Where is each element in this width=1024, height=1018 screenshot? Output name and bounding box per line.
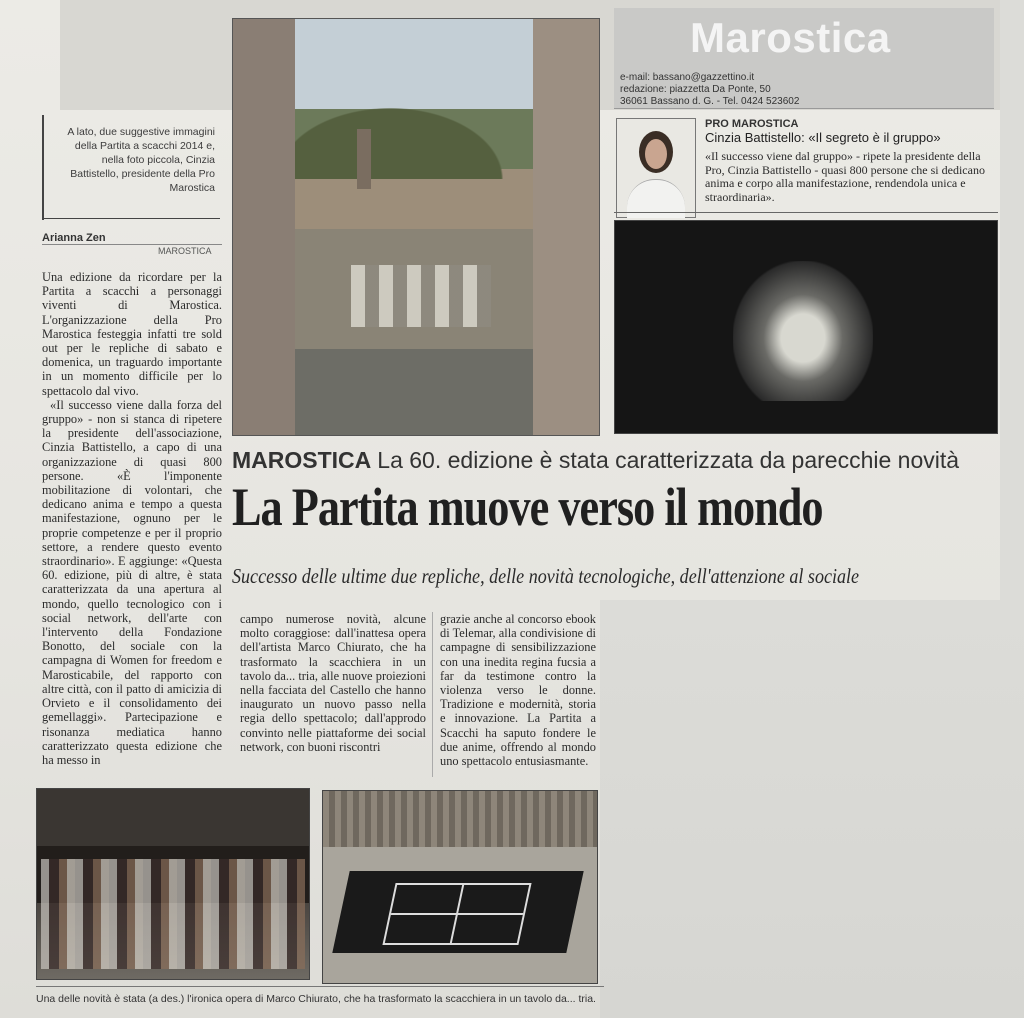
byline-author: Arianna Zen [42, 232, 106, 244]
bottom-caption: Una delle novità è stata (a des.) l'ironica opera di Marco Chiurato, che ha trasformato la scacchiera in un tavolo da... tria. [36, 993, 596, 1005]
caption-rule [42, 115, 44, 220]
headline-kicker [232, 447, 959, 474]
tower-shape [357, 129, 371, 189]
portrait-face [645, 139, 667, 169]
sidebar-title: Cinzia Battistello: «Il segreto è il gruppo» [705, 130, 941, 145]
contact-address: redazione: piazzetta Da Ponte, 50 [620, 84, 771, 95]
sidebar-rule [614, 212, 998, 213]
hill-shape [295, 89, 533, 179]
chessboard-shape [351, 265, 491, 327]
byline-rule [42, 244, 222, 245]
article-column-1 [42, 270, 222, 767]
byline-location: MAROSTICA [158, 246, 212, 256]
photo-caption-top: A lato, due suggestive immagini della Partita a scacchi 2014 e, nella foto piccola, Cinzia Battistello, presidente della Pro Marostica [67, 126, 215, 194]
sidebar-kicker: PRO MAROSTICA [705, 118, 799, 130]
article-column-2 [240, 612, 426, 754]
tria-grid-shape [382, 883, 531, 945]
column-separator [432, 612, 433, 777]
stands-shape [323, 791, 597, 847]
article-paragraph: campo numerose novità, alcune molto coraggiose: dall'inattesa opera dell'artista Marco Chiurato, che ha trasformato la scacchiera in un tavolo da... tria, alle nuove proiezioni nella facciata del Castello che hanno inaugurato un nuovo passo nella regia dello spettacolo; dall'approdo convinto nelle piattaforme dei social network, con buoni riscontri [240, 612, 426, 754]
article-column-3 [440, 612, 596, 768]
headline-title: La Partita muove verso il mondo [232, 477, 823, 537]
article-paragraph: Una edizione da ricordare per la Partita a scacchi a personaggi viventi di Marostica. L'organizzazione della Pro Marostica festeggia infatti tre sold out per le repliche di sabato e domenica, un traguardo importante in un momento difficile per lo spettacolo dal vivo. [42, 270, 222, 398]
tria-board-photo [322, 790, 598, 984]
costumed-figures-shape [41, 859, 305, 969]
parade-photo [36, 788, 310, 980]
bottom-rule [36, 986, 604, 987]
kicker-text: La 60. edizione è stata caratterizzata da parecchie novità [377, 447, 960, 473]
contact-city-phone: 36061 Bassano d. G. - Tel. 0424 523602 [620, 96, 800, 107]
article-paragraph: «Il successo viene dalla forza del gruppo» - non si stanca di ripetere la presidente dell'associazione, Cinzia Battistello, a capo di una organizzazione di quasi 800 persone. «È l'imponente mobilitazione di volontari, che dedicano anima e tempo a questa manifestazione, ognuno per le proprie competenze e per il proprio settore, a rendere questo evento straordinario». E aggiunge: «Questa 60. edizione, più di altre, è stata caratterizzata da una apertura al mondo, quello tecnologico con i social network, dell'arte con l'intervento della Fondazione Bonotto, del sociale con la campagna di Women for freedom e Marosticabile, del rapporto con altre città, con il patto di amicizia di Orvieto e il consolidamento dei gemellaggi». Partecipazione e risonanza mediatica hanno caratterizzato questa edizione che ha messo in [42, 397, 222, 767]
headline-subtitle: Successo delle ultime due repliche, delle novità tecnologiche, dell'attenzione al sociale [232, 564, 860, 588]
contact-email: e-mail: bassano@gazzettino.it [620, 72, 755, 83]
castle-square-photo [232, 18, 600, 436]
sidebar-text: «Il successo viene dal gruppo» - ripete la presidente della Pro, Cinzia Battistello - quasi 800 persone che si dedicano anima e corpo alla manifestazione, rendendola unica e straordinaria». [705, 149, 985, 204]
night-arena-photo [614, 220, 998, 434]
article-paragraph: grazie anche al concorso ebook di Telemar, alla condivisione di campagne di sensibilizzazione con una inedita regina fucsia a far da testimone contro la violenza verso le donne. Tradizione e modernità, storia e innovazione. La Partita a Scacchi ha saputo fondere le due anime, offrendo al mondo uno spettacolo entusiasmante. [440, 612, 596, 769]
lit-arena-shape [733, 261, 873, 401]
background-area [600, 600, 1024, 1018]
section-title: Marostica [690, 14, 891, 61]
kicker-place: MAROSTICA [232, 447, 372, 473]
portrait-photo [616, 118, 696, 218]
caption-rule-bottom [42, 218, 220, 219]
